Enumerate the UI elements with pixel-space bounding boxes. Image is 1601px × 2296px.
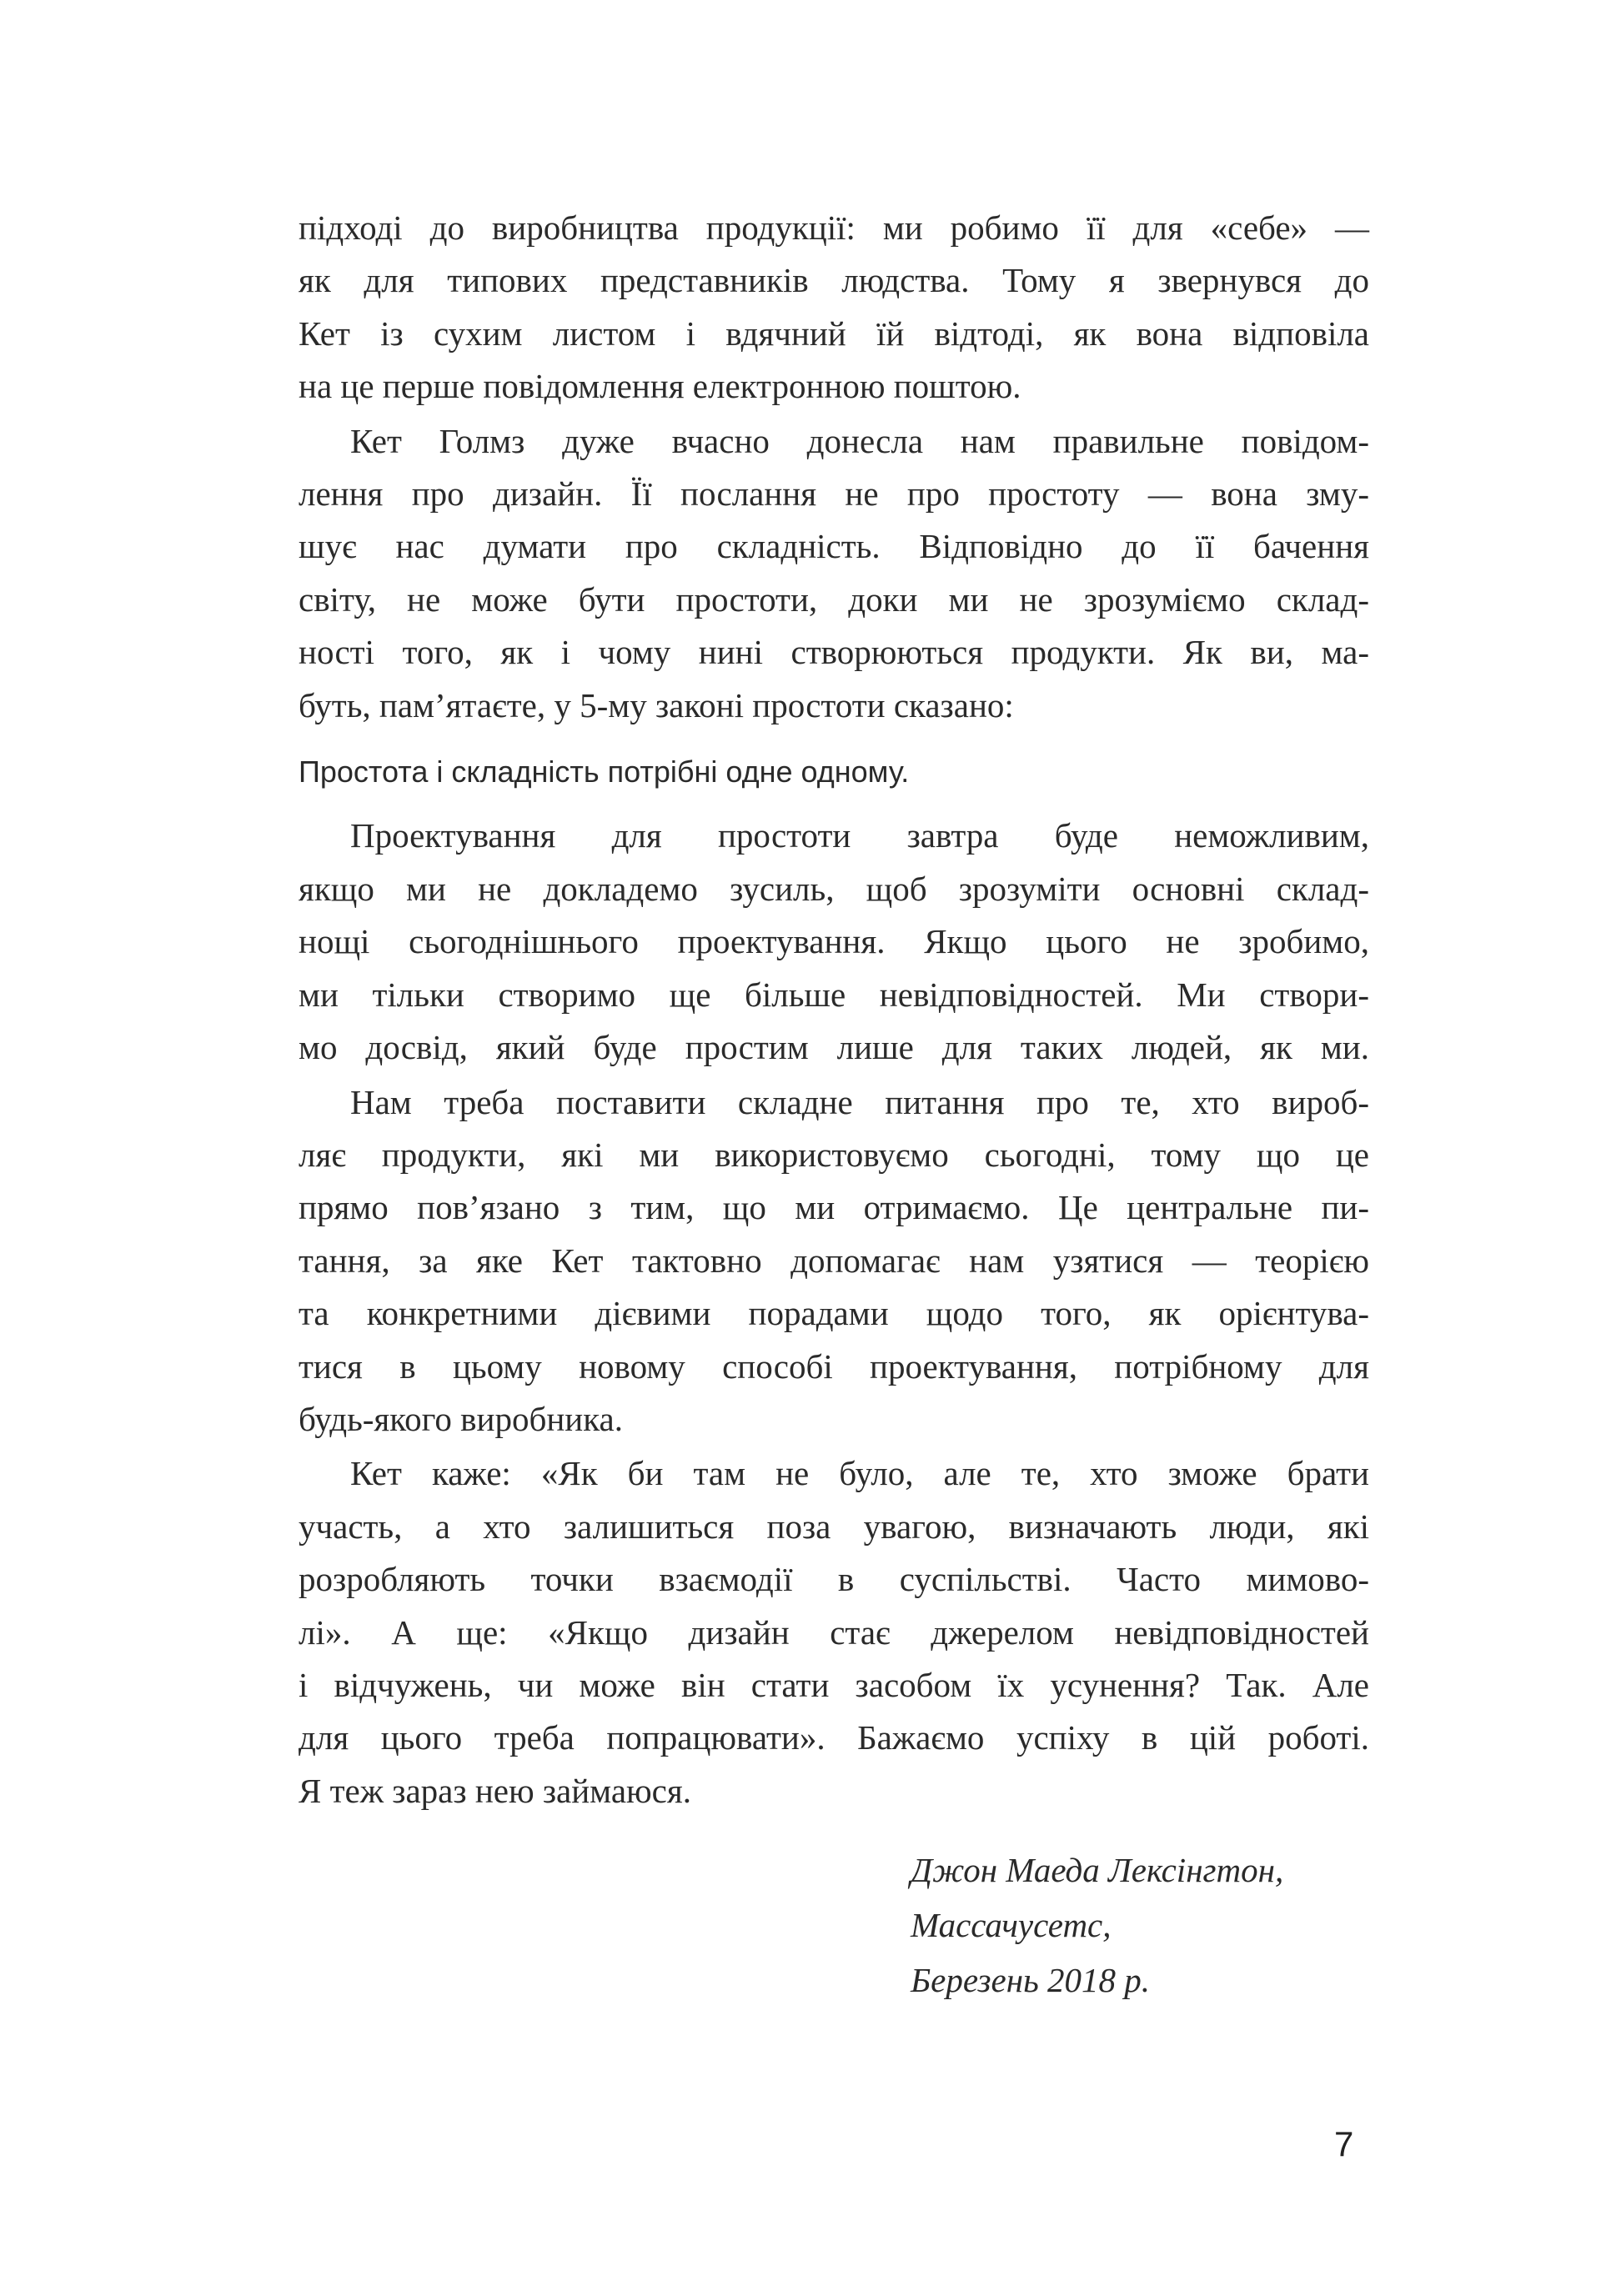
text-line: прямо пов’язано з тим, що ми отримаємо. Це центральне пи- [299, 1188, 1369, 1227]
text-line: Кет каже: «Як би там не було, але те, хто зможе брати [350, 1454, 1369, 1493]
body-text [299, 202, 1369, 1817]
text-line: Проектування для простоти завтра буде неможливим, [350, 816, 1369, 855]
text-line: ності того, як і чому нині створюються продукти. Як ви, ма- [299, 633, 1369, 672]
text-line: буть, пам’ятаєте, у 5-му законі простоти сказано: [299, 685, 1014, 724]
text-line: ми тільки створимо ще більше невідповідностей. Ми створи- [299, 975, 1369, 1014]
text-line: ляє продукти, які ми використовуємо сьогодні, тому що це [299, 1135, 1369, 1174]
text-line: лення про дизайн. Її послання не про простоту — вона зму- [299, 474, 1369, 514]
text-line: світу, не може бути простоти, доки ми не зрозуміємо склад- [299, 579, 1369, 619]
text-line: Кет Голмз дуже вчасно донесла нам правильне повідом- [350, 421, 1369, 460]
text-line: розробляють точки взаємодії в суспільстві. Часто мимово- [299, 1560, 1369, 1599]
text-line: шує нас думати про складність. Відповідно до її бачення [299, 527, 1369, 566]
signature-name: Джон Маеда Лексінгтон, [911, 1851, 1284, 1889]
page-number: 7 [1334, 2124, 1354, 2163]
text-line: як для типових представників людства. Тому я звернувся до [299, 261, 1369, 300]
text-line: і відчужень, чи може він стати засобом їх усунення? Так. Але [299, 1665, 1369, 1704]
text-line: Кет із сухим листом і вдячний їй відтоді, як вона відповіла [299, 313, 1369, 353]
signature [911, 1842, 1283, 2008]
text-line: для цього треба попрацювати». Бажаємо успіху в цій роботі. [299, 1718, 1369, 1757]
text-line: тися в цьому новому способі проектування, потрібному для [299, 1346, 1369, 1386]
text-line: Я теж зараз нею займаюся. [299, 1771, 691, 1810]
signature-place: Массачусетс, [911, 1906, 1112, 1944]
text-line: участь, а хто залишиться поза увагою, визначають люди, які [299, 1506, 1369, 1546]
quote-line: Простота і складність потрібні одне одному. [299, 754, 910, 790]
text-line: на це перше повідомлення електронною поштою. [299, 367, 1021, 406]
signature-date: Березень 2018 р. [911, 1961, 1150, 1999]
text-line: будь-якого виробника. [299, 1399, 623, 1438]
text-line: тання, за яке Кет тактовно допомагає нам узятися — теорією [299, 1241, 1369, 1280]
text-line: лі». А ще: «Якщо дизайн стає джерелом невідповідностей [299, 1612, 1369, 1652]
text-line: підході до виробництва продукції: ми робимо її для «себе» — [299, 208, 1369, 247]
text-line: нощі сьогоднішнього проектування. Якщо цього не зробимо, [299, 922, 1369, 961]
text-line: якщо ми не докладемо зусиль, щоб зрозуміти основні склад- [299, 869, 1369, 908]
text-line: та конкретними дієвими порадами щодо того, як орієнтува- [299, 1294, 1369, 1333]
text-line: мо досвід, який буде простим лише для таких людей, як ми. [299, 1028, 1369, 1067]
text-line: Нам треба поставити складне питання про те, хто вироб- [350, 1082, 1369, 1121]
